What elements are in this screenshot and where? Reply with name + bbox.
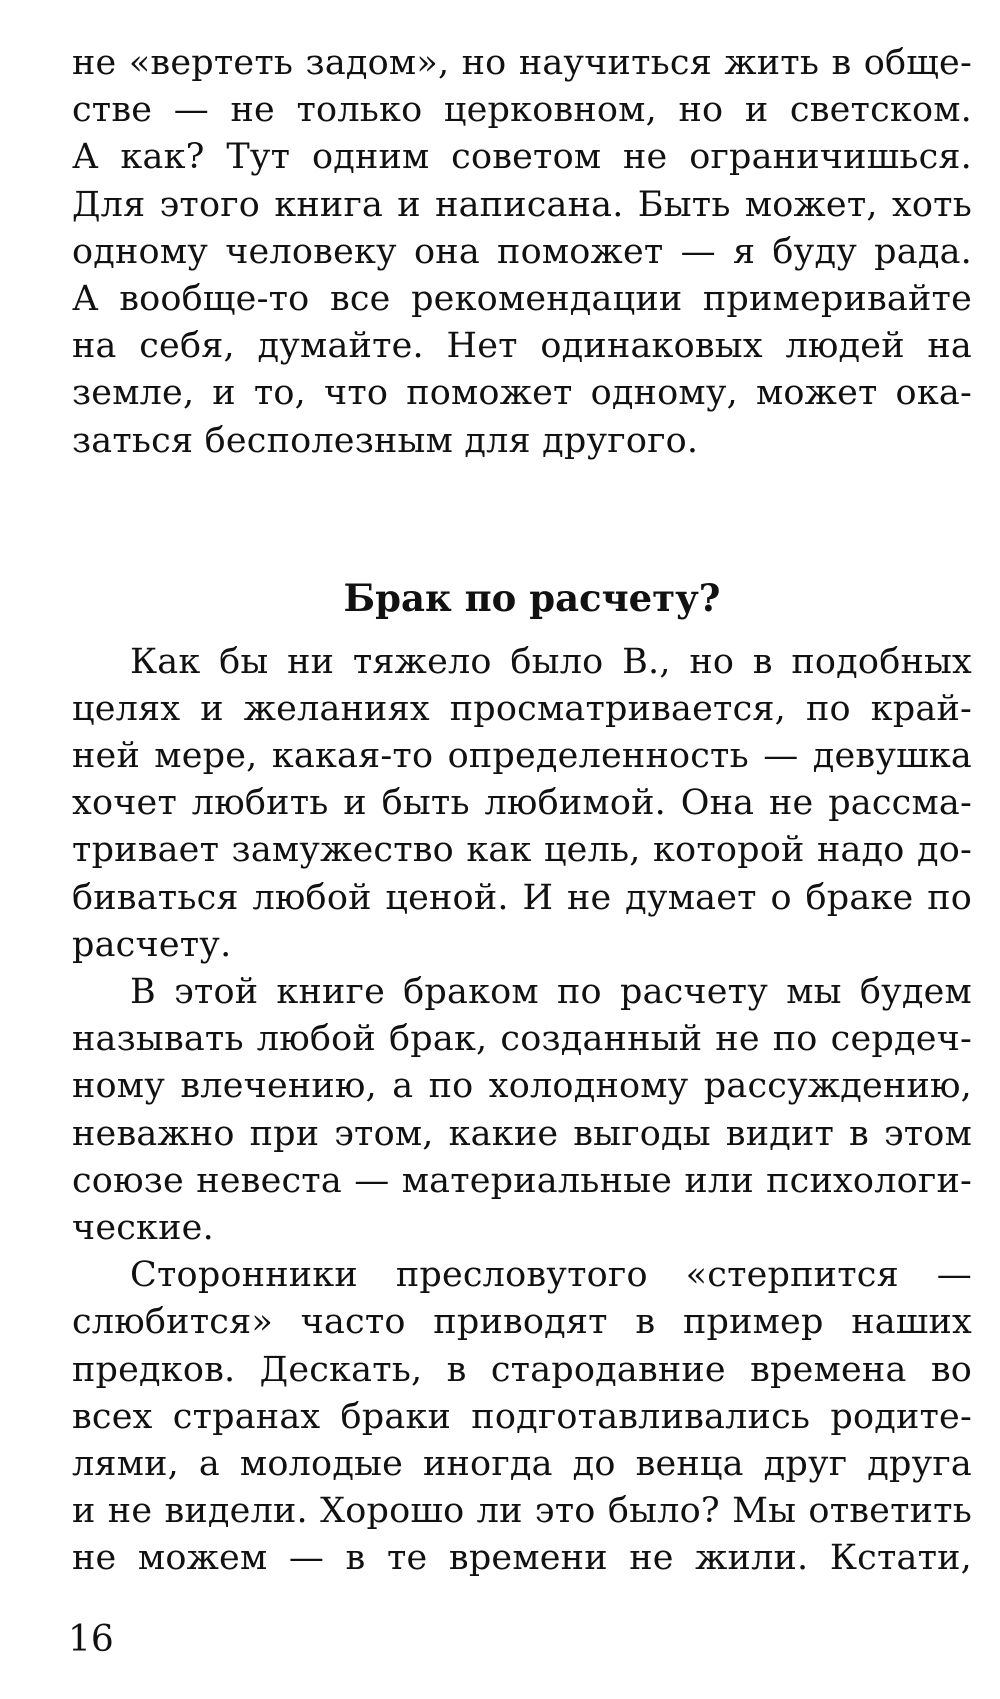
paragraph xyxy=(72,1252,972,1582)
section-heading: Брак по расчету? xyxy=(343,575,721,620)
text-line: на себя, думайте. Нет одинаковых людей на xyxy=(72,326,972,367)
book-page xyxy=(72,40,972,1582)
text-line: лями, а молодые иногда до венца друг друга xyxy=(72,1443,972,1484)
text-line: всех странах браки подготавливались родите- xyxy=(72,1396,972,1437)
paragraph xyxy=(72,639,972,969)
intro-paragraph xyxy=(72,40,972,465)
text-line: А как? Тут одним советом не ограничишься. xyxy=(72,137,972,178)
text-line: хочет любить и быть любимой. Она не рассма- xyxy=(72,783,972,824)
text-line: называть любой брак, созданный не по сердеч- xyxy=(72,1019,972,1060)
text-line: союзе невеста — материальные или психологи- xyxy=(72,1160,972,1201)
page-number: 16 xyxy=(68,1619,114,1660)
text-line: ней мере, какая-то определенность — девушка xyxy=(72,736,972,777)
text-line: А вообще-то все рекомендации примеривайте xyxy=(72,278,972,319)
text-line: ному влечению, а по холодному рассуждению, xyxy=(72,1066,972,1107)
text-line: слюбится» часто приводят в пример наших xyxy=(72,1302,972,1343)
text-line: Как бы ни тяжело было В., но в подобных xyxy=(130,641,972,682)
text-line: Сторонники пресловутого «стерпится — xyxy=(130,1255,972,1296)
paragraph xyxy=(72,969,972,1252)
text-line: земле, и то, что поможет одному, может ока- xyxy=(72,373,972,414)
text-line: тривает замужество как цель, которой надо до- xyxy=(72,830,972,871)
text-line: предков. Дескать, в стародавние времена во xyxy=(72,1349,972,1390)
text-line: не «вертеть задом», но научиться жить в обще- xyxy=(72,43,972,83)
text-line: целях и желаниях просматривается, по край- xyxy=(72,688,972,729)
text-line: не можем — в те времени не жили. Кстати, xyxy=(72,1538,972,1579)
text-line: расчету. xyxy=(72,924,232,965)
text-line: биваться любой ценой. И не думает о браке по xyxy=(72,877,972,918)
text-line: В этой книге браком по расчету мы будем xyxy=(130,972,972,1012)
text-line: неважно при этом, какие выгоды видит в этом xyxy=(72,1113,972,1154)
text-line: стве — не только церковном, но и светском. xyxy=(72,90,972,131)
text-line: заться бесполезным для другого. xyxy=(72,420,699,461)
text-line: ческие. xyxy=(72,1207,214,1248)
text-line: и не видели. Хорошо ли это было? Мы ответить xyxy=(72,1491,972,1532)
text-line: Для этого книга и написана. Быть может, хоть xyxy=(72,184,972,225)
text-line: одному человеку она поможет — я буду рада. xyxy=(72,231,972,272)
